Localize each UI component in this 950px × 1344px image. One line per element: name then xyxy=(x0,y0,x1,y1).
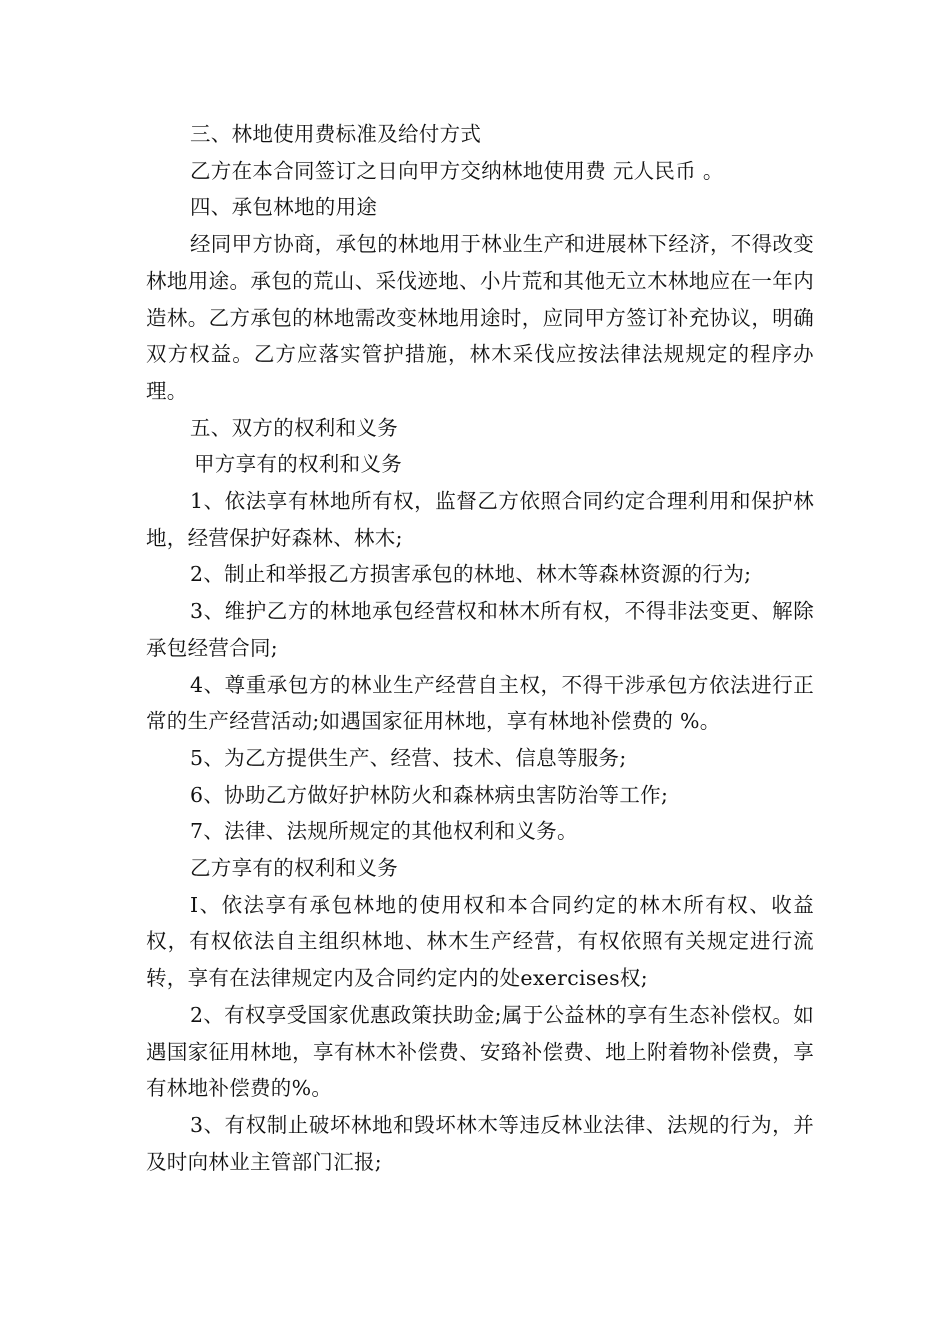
party-a-item-6: 6、协助乙方做好护林防火和森林病虫害防治等工作; xyxy=(190,782,669,807)
party-b-heading: 乙方享有的权利和义务 xyxy=(190,856,398,881)
party-a-item-3: 3、维护乙方的林地承包经营权和林木所有权，不得非法变更、解除承包经营合同; xyxy=(146,599,814,660)
party-a-item-7: 7、法律、法规所规定的其他权利和义务。 xyxy=(190,819,578,844)
section-heading-3: 三、林地使用费标准及给付方式 xyxy=(190,122,482,146)
party-b-item-1: I、依法享有承包林地的使用权和本合同约定的林木所有权、收益权，有权依法自主组织林地、林木生产经营，有权依照有关规定进行流转，享有在法律规定内及合同约定内的处exercises权; xyxy=(146,892,814,991)
paragraph-usage: 经同甲方协商，承包的林地用于林业生产和进展林下经济，不得改变林地用途。承包的荒山、采伐迹地、小片荒和其他无立木林地应在一年内造林。乙方承包的林地需改变林地用途时，应同甲方签订补充协议，明确双方权益。乙方应落实管护措施，林木采伐应按法律法规规定的程序办理。 xyxy=(146,232,814,403)
party-a-item-2: 2、制止和举报乙方损害承包的林地、林木等森林资源的行为; xyxy=(190,562,752,587)
paragraph-fee: 乙方在本合同签订之日向甲方交纳林地使用费 元人民币 。 xyxy=(190,158,724,183)
section-heading-4: 四、承包林地的用途 xyxy=(190,195,378,220)
section-heading-5: 五、双方的权利和义务 xyxy=(190,415,398,440)
party-b-item-3: 3、有权制止破坏林地和毁坏林木等违反林业法律、法规的行为，并及时向林业主管部门汇报; xyxy=(146,1112,814,1174)
party-a-item-1: 1、依法享有林地所有权，监督乙方依照合同约定合理利用和保护林地，经营保护好森林、林木; xyxy=(146,489,814,550)
party-b-item-2: 2、有权享受国家优惠政策扶助金;属于公益林的享有生态补偿权。如遇国家征用林地，享有林木补偿费、安臵补偿费、地上附着物补偿费，享有林地补偿费的%。 xyxy=(146,1002,814,1101)
party-a-item-4: 4、尊重承包方的林业生产经营自主权，不得干涉承包方依法进行正常的生产经营活动;如遇国家征用林地，享有林地补偿费的 %。 xyxy=(146,672,814,734)
document-body xyxy=(146,116,814,1180)
party-a-item-5: 5、为乙方提供生产、经营、技术、信息等服务; xyxy=(190,745,627,770)
party-a-heading: 甲方享有的权利和义务 xyxy=(194,452,402,477)
